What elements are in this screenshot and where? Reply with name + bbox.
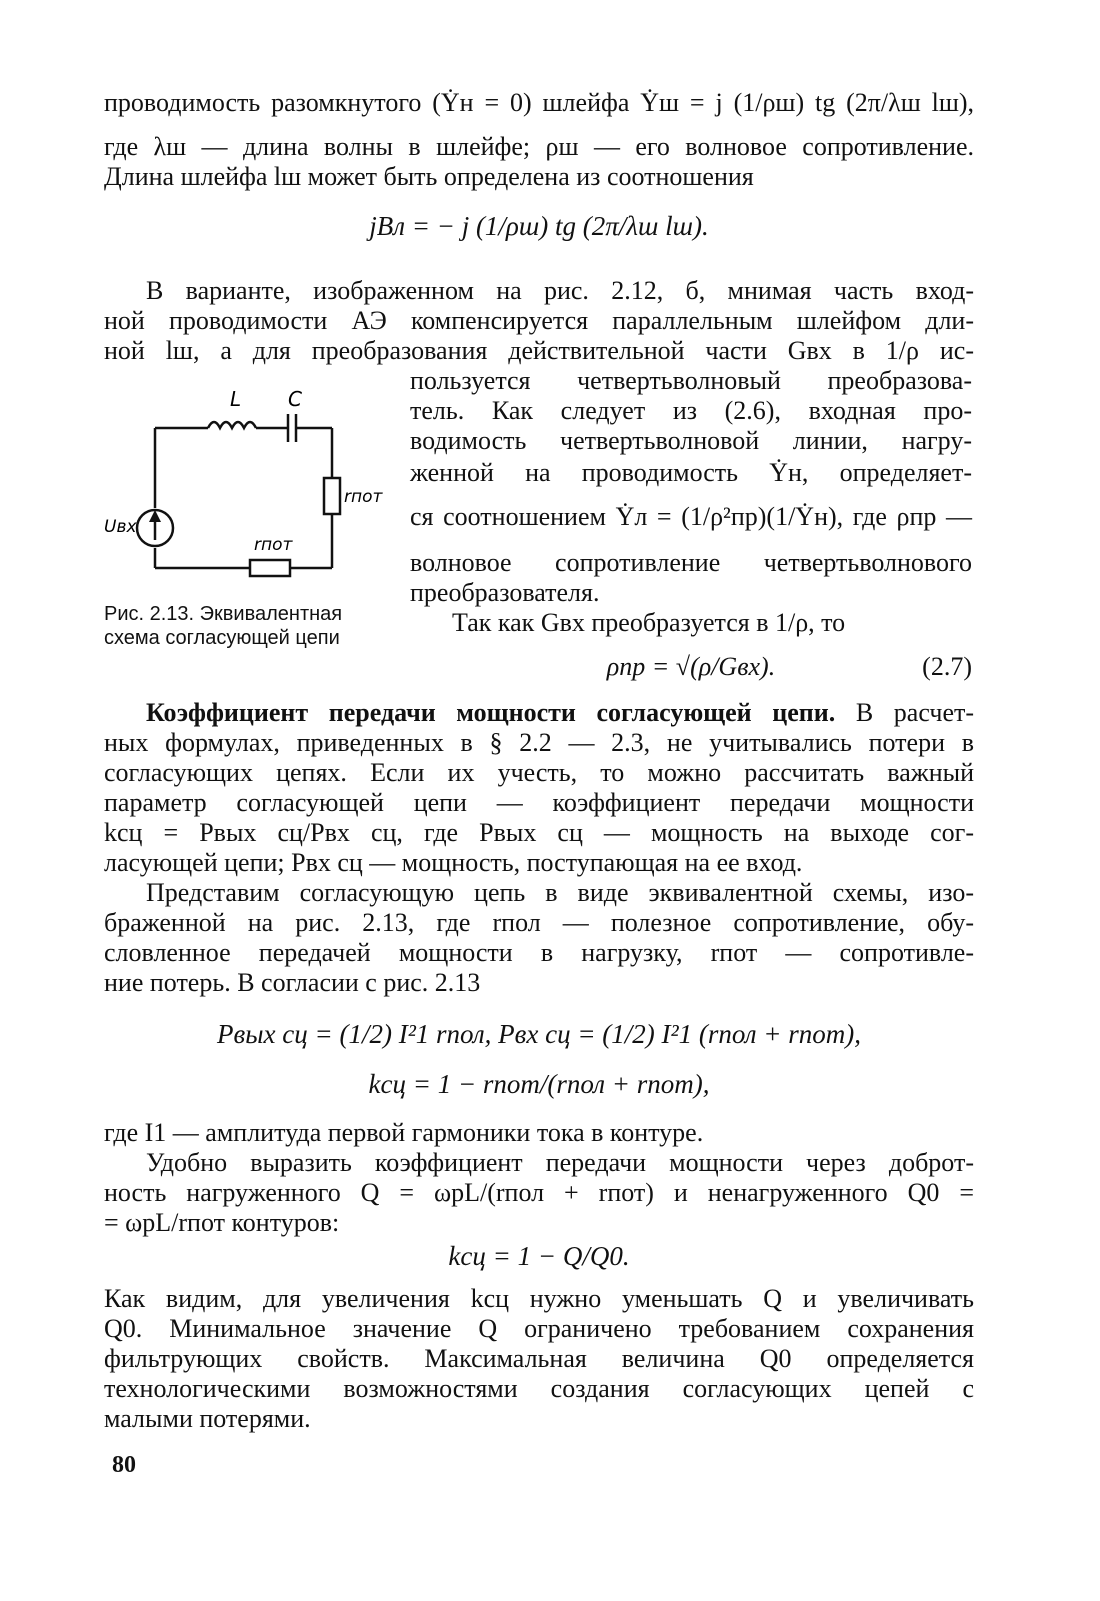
inductor-label: L [230,387,242,411]
paragraph-line: Представим согласующую цепь в виде эквивалентной схемы, изо- [146,878,974,907]
text-line: словленное передачей мощности в нагрузку, rпот — сопротивле- [104,938,974,967]
section-heading: Коэффициент передачи мощности согласующей цепи. [146,698,836,727]
text-line: ной проводимости АЭ компенсируется параллельным шлейфом дли- [104,306,974,335]
text-line: женной на проводимость Ẏн, определяет- [410,458,972,487]
resistor-label-bottom: rпот [254,535,293,555]
text-line: ной lш, а для преобразования действительной части Gвх в 1/ρ ис- [104,336,974,365]
text-line: технологическими возможностями создания согласующих цепей с [104,1374,974,1403]
text-line: параметр согласующей цепи — коэффициент передачи мощности [104,788,974,817]
formula-quality-factor: kсц = 1 − Q/Q0. [448,1241,630,1271]
text-line: малыми потерями. [104,1404,311,1433]
text-line: где I1 — амплитуда первой гармоники тока в контуре. [104,1118,704,1147]
paragraph-heading-line [104,698,974,728]
text-line: водимость четвертьволновой линии, нагру- [410,426,972,455]
resistor-label-right: rпот [344,487,383,507]
text-line: пользуется четвертьволновый преобразова- [410,366,972,395]
paragraph-line: В варианте, изображенном на рис. 2.12, б, мнимая часть вход- [146,276,974,305]
text-line: браженной на рис. 2.13, где rпол — полезное сопротивление, обу- [104,908,974,937]
text-line: Q0. Минимальное значение Q ограничено требованием сохранения [104,1314,974,1343]
formula-power: Pвых сц = (1/2) I²1 rпол, Pвх сц = (1/2) I²1 (rпол + rпот), [217,1019,861,1049]
formula-transfer-coefficient: kсц = 1 − rпот/(rпол + rпот), [368,1069,710,1099]
text-line: ся соотношением Ẏл = (1/ρ²пр)(1/Ẏн), где ρпр — [410,502,972,531]
formula-transformer-impedance: ρпр = √(ρ/Gвх). [606,652,776,681]
text-line: согласующих цепях. Если их учесть, то можно рассчитать важный [104,758,974,787]
text-line: Длина шлейфа lш может быть определена из соотношения [104,162,754,191]
source-label: Uвх [104,517,137,537]
text-line: = ωрL/rпот контуров: [104,1208,340,1237]
text-line: ных формулах, приведенных в § 2.2 — 2.3, не учитывались потери в [104,728,974,757]
text-line: волновое сопротивление четвертьволнового [410,548,972,577]
text-line: Как видим, для увеличения kсц нужно уменьшать Q и увеличивать [104,1284,974,1313]
text-span: В расчет- [855,698,975,727]
text-line: ность нагруженного Q = ωрL/(rпол + rпот) и ненагруженного Q0 = [104,1178,974,1207]
capacitor-label: C [288,387,302,411]
page-number: 80 [112,1452,136,1478]
paragraph-line: Так как Gвх преобразуется в 1/ρ, то [452,608,846,637]
text-line: проводимость разомкнутого (Ẏн = 0) шлейфа Ẏш = j (1/ρш) tg (2π/λш lш), [104,88,974,117]
circuit-diagram [100,380,390,590]
paragraph-line: Удобно выразить коэффициент передачи мощности через доброт- [146,1148,974,1177]
formula-stub-susceptance: jBл = − j (1/ρш) tg (2π/λш lш). [369,211,709,241]
figure-caption: схема согласующей цепи [104,627,340,649]
text-line: kсц = Pвых сц/Pвх сц, где Pвых сц — мощность на выходе сог- [104,818,974,847]
text-line: преобразователя. [410,578,600,607]
equation-number: (2.7) [922,652,972,681]
text-line: ние потерь. В согласии с рис. 2.13 [104,968,481,997]
text-line: где λш — длина волны в шлейфе; ρш — его волновое сопротивление. [104,132,974,161]
text-line: тель. Как следует из (2.6), входная про- [410,396,972,425]
text-line: фильтрующих свойств. Максимальная величина Q0 определяется [104,1344,974,1373]
figure-caption: Рис. 2.13. Эквивалентная [104,603,343,625]
text-line: ласующей цепи; Pвх сц — мощность, поступающая на ее вход. [104,848,803,877]
